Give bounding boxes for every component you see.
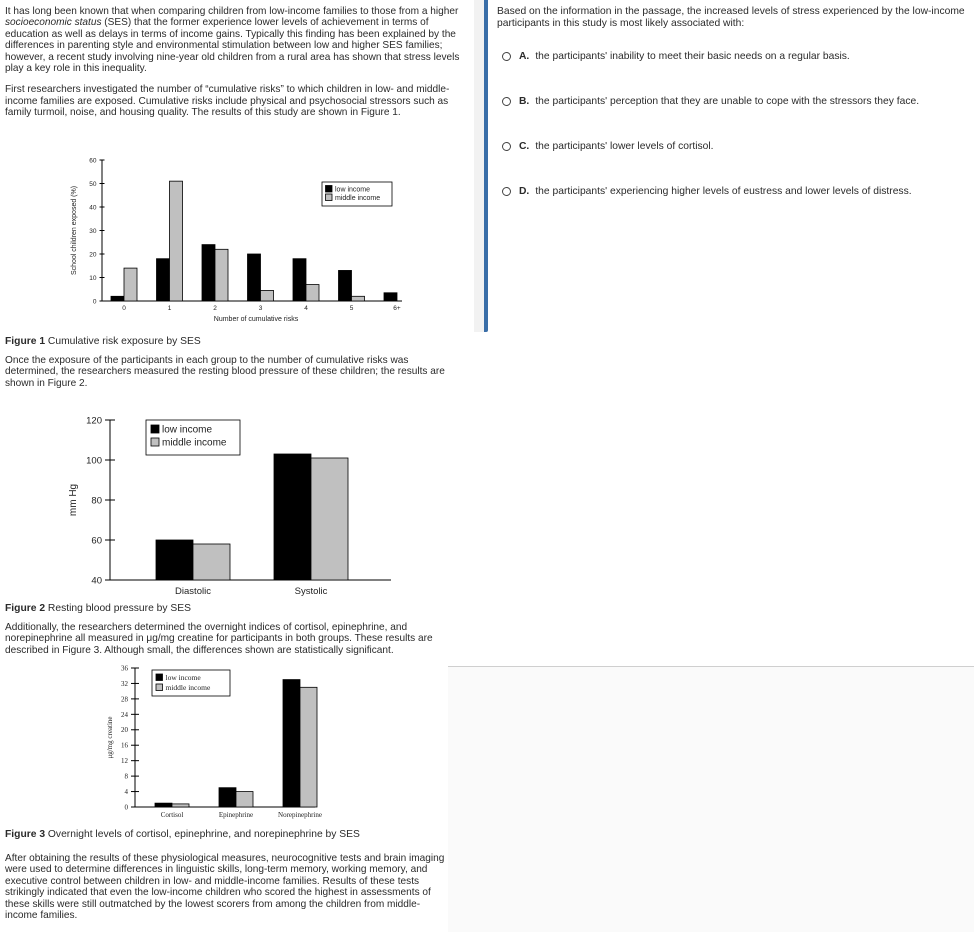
answer-option-b[interactable]: [502, 94, 919, 108]
bar-low-income: [283, 680, 300, 807]
radio-button-icon[interactable]: [502, 187, 511, 196]
y-tick-label: 8: [124, 772, 128, 781]
legend-swatch: [151, 438, 159, 446]
radio-button-icon[interactable]: [502, 52, 511, 61]
radio-button-icon[interactable]: [502, 97, 511, 106]
category-label: 4: [304, 305, 308, 312]
legend-swatch: [326, 186, 333, 193]
y-tick-label: 40: [91, 575, 102, 587]
radio-button-icon[interactable]: [502, 142, 511, 151]
answer-option-c[interactable]: [502, 139, 714, 153]
y-axis-label: School children exposed (%): [71, 185, 78, 276]
option-text: the participants' perception that they are unable to cope with the stressors they face.: [535, 95, 920, 107]
y-tick-label: 12: [121, 757, 128, 766]
bar-middle-income: [215, 249, 228, 301]
y-tick-label: 40: [89, 204, 97, 212]
y-tick-label: 20: [89, 251, 97, 259]
category-label: 3: [258, 305, 263, 312]
passage-paragraph-3: Once the exposure of the participants in each group to the number of cumulative risks was determined, the researchers measured the resting blood pressure of these children; the results are shown in Figure 2.: [5, 355, 445, 389]
bar-low-income: [156, 540, 193, 580]
y-tick-label: 24: [121, 710, 128, 719]
option-letter: C.: [519, 140, 530, 152]
figure-1-chart: [60, 150, 460, 330]
legend-label: middle income: [165, 683, 211, 692]
y-axis-label: mm Hg: [68, 483, 79, 517]
bar-low-income: [157, 259, 170, 301]
y-tick-label: 28: [121, 695, 128, 704]
y-tick-label: 100: [86, 455, 102, 467]
y-tick-label: 16: [121, 741, 128, 750]
figure-3-chart: [100, 660, 440, 825]
category-label: Cortisol: [160, 811, 184, 819]
legend-label: middle income: [335, 195, 381, 202]
y-axis-label: μg/mg creatine: [106, 716, 114, 759]
legend-label: low income: [335, 186, 371, 194]
answer-option-a[interactable]: [502, 49, 850, 63]
legend-swatch: [156, 684, 163, 691]
y-tick-label: 60: [89, 157, 97, 165]
legend-swatch: [156, 674, 163, 681]
bar-middle-income: [193, 544, 230, 580]
passage-panel: [0, 0, 474, 932]
key-term: socioeconomic status: [5, 17, 102, 29]
bar-low-income: [293, 259, 306, 301]
y-tick-label: 30: [89, 227, 97, 235]
question-panel: [488, 0, 974, 932]
bar-middle-income: [236, 792, 253, 807]
passage-paragraph-4: Additionally, the researchers determined the overnight indices of cortisol, epinephrine, and norepinephrine all measured in μg/mg creatine for participants in both groups. These results are described in Figure 3. Although small, the differences shown are statistically significant.: [5, 622, 433, 656]
category-label: 5: [349, 305, 354, 312]
figure-2-chart: [60, 408, 420, 600]
bar-middle-income: [172, 804, 189, 807]
bar-low-income: [248, 254, 261, 301]
y-tick-label: 4: [124, 788, 128, 797]
passage-paragraph-2: First researchers investigated the number of “cumulative risks” to which children in low- and middle-income families are exposed. Cumulative risks include physical and psychosocial stressors such as family turmoil, noise, and housing quality. The results of this study are shown in Figure 1.: [5, 84, 450, 119]
bar-low-income: [219, 788, 236, 807]
bar-low-income: [274, 454, 311, 580]
y-tick-label: 80: [91, 495, 102, 507]
y-tick-label: 10: [89, 274, 97, 282]
option-letter: B.: [519, 95, 530, 107]
figure-2-caption: Figure 2 Resting blood pressure by SES: [5, 603, 192, 614]
category-label: 0: [122, 305, 126, 312]
bar-low-income: [111, 296, 124, 301]
bar-middle-income: [261, 290, 274, 301]
figure-3-caption: Figure 3 Overnight levels of cortisol, epinephrine, and norepinephrine by SES: [5, 829, 360, 840]
passage-paragraph-1: It has long been known that when comparing children from low-income families to those from a higher socioeconomic status (SES) that the former experience lower levels of achievement in terms of education as well as delays in terms of income gains. Typically this finding has been explained by the differences in parenting style and environmental stimulation between low and higher SES families; however, a recent study involving nine-year old children from a rural area has shown that stress levels play a key role in this inequality.: [5, 6, 460, 75]
bar-low-income: [384, 293, 397, 301]
answer-option-d[interactable]: [502, 184, 912, 198]
bar-middle-income: [352, 296, 365, 301]
y-tick-label: 32: [121, 679, 128, 688]
option-text: the participants' lower levels of cortisol.: [535, 140, 714, 152]
category-label: Norepinephrine: [278, 811, 322, 819]
passage-paragraph-5: After obtaining the results of these physiological measures, neurocognitive tests and brain imaging were used to determine differences in linguistic skills, long-term memory, working memory, and executive control between children in low- and middle-income families. Results of these tests strikingly indicated that even the low-income children who scored the highest in assessments of these skills were still outmatched by the lowest scorers from among the children from middle-income families.: [5, 853, 445, 922]
y-tick-label: 0: [92, 298, 97, 306]
category-label: Systolic: [294, 586, 328, 597]
option-letter: A.: [519, 50, 530, 62]
legend-label: middle income: [162, 437, 227, 449]
y-tick-label: 120: [86, 415, 102, 427]
option-letter: D.: [519, 185, 530, 197]
legend-swatch: [151, 425, 159, 433]
bar-low-income: [202, 245, 215, 301]
legend-label: low income: [162, 424, 213, 436]
y-tick-label: 0: [124, 803, 128, 812]
y-tick-label: 60: [91, 535, 102, 547]
legend-label: low income: [165, 673, 201, 682]
option-text: the participants' experiencing higher levels of eustress and lower levels of distress.: [535, 185, 912, 197]
bar-low-income: [155, 803, 172, 807]
bar-middle-income: [170, 181, 183, 301]
option-text: the participants' inability to meet their basic needs on a regular basis.: [535, 50, 850, 62]
empty-area: [448, 667, 974, 932]
bar-middle-income: [300, 687, 317, 807]
legend-swatch: [326, 194, 333, 201]
category-label: 2: [213, 305, 217, 312]
category-label: 1: [167, 305, 172, 312]
question-stem: Based on the information in the passage, the increased levels of stress experienced by the low-income participants in this study is most likely associated with:: [497, 6, 965, 29]
bar-middle-income: [311, 458, 348, 580]
x-axis-label: Number of cumulative risks: [213, 316, 299, 323]
bar-middle-income: [306, 285, 319, 301]
y-tick-label: 50: [89, 180, 97, 188]
category-label: Epinephrine: [218, 811, 254, 819]
bar-middle-income: [124, 268, 137, 301]
category-label: 6+: [393, 305, 401, 312]
panel-divider: [474, 0, 488, 332]
y-tick-label: 36: [121, 664, 128, 673]
y-tick-label: 20: [121, 726, 128, 735]
figure-1-caption: Figure 1 Cumulative risk exposure by SES: [5, 336, 201, 347]
category-label: Diastolic: [175, 586, 211, 597]
bar-low-income: [339, 270, 352, 301]
